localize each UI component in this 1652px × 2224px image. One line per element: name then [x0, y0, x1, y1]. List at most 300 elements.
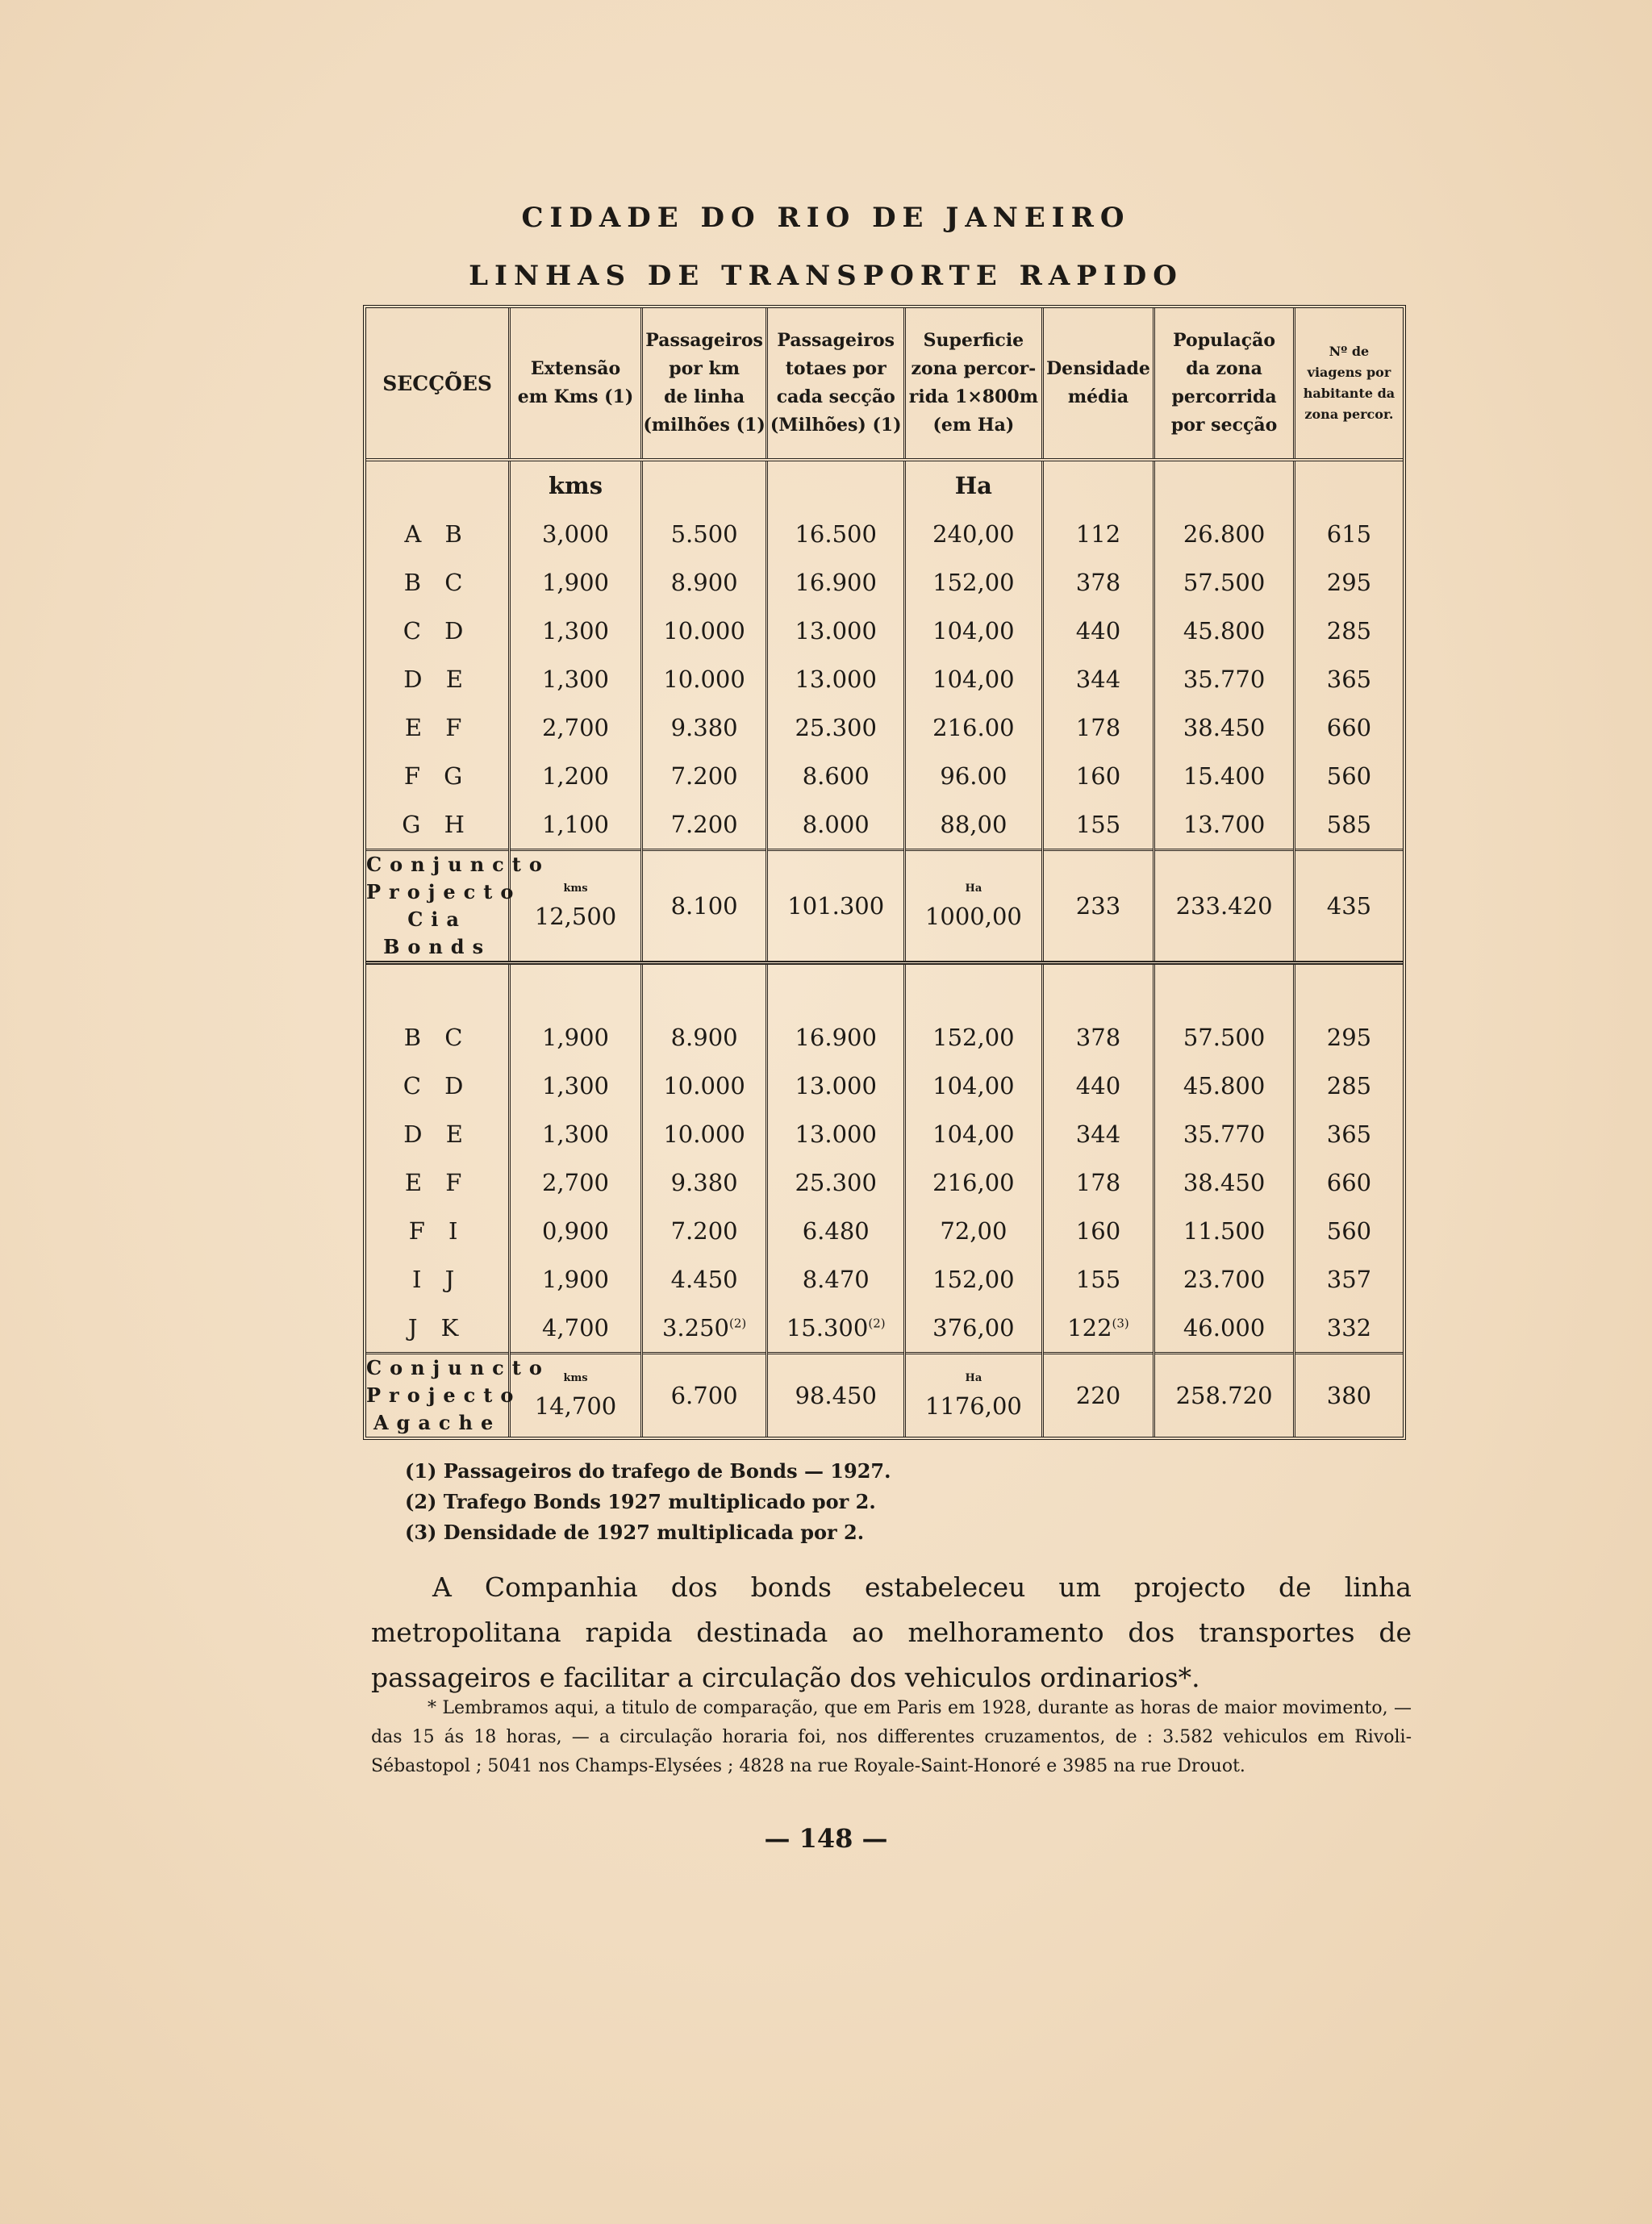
section-cell-value: B C [403, 569, 471, 596]
table-row [366, 1158, 1403, 1207]
unit-label: kms [563, 1371, 588, 1384]
header-line: zona percor. [1304, 407, 1394, 422]
densidade-cell [1042, 1110, 1154, 1158]
passageiros-por-km-cell-value: 10.000 [663, 666, 745, 693]
section-cell [366, 1158, 510, 1207]
unit-cell: kms [510, 460, 642, 510]
superficie-total-cell [905, 1354, 1043, 1437]
spacer-row [366, 963, 1403, 1014]
viagens-cell-value: 295 [1326, 1024, 1372, 1051]
extensao-cell [510, 800, 642, 850]
section-cell [366, 800, 510, 850]
superficie-cell [905, 1158, 1043, 1207]
extensao-cell-value: 1,300 [541, 1072, 610, 1099]
populacao-total-cell [1154, 850, 1295, 963]
densidade-cell-value: 344 [1075, 1120, 1121, 1148]
superficie-cell-value: 216.00 [932, 714, 1015, 741]
superficie-cell [905, 558, 1043, 607]
extensao-cell [510, 1158, 642, 1207]
total-label-cell [366, 850, 550, 963]
header-cell [1154, 308, 1295, 460]
passageiros-totaes-cell-value: 13.000 [795, 617, 877, 645]
header-cell [1294, 308, 1403, 460]
passageiros-totaes-cell-value: 16.900 [795, 1024, 877, 1051]
section-cell-value: F I [408, 1217, 466, 1245]
section-cell-value: B C [403, 1024, 471, 1051]
superficie-cell-value: 152,00 [932, 1024, 1015, 1051]
table-header-row [366, 308, 1403, 460]
section-cell [366, 1304, 510, 1354]
populacao-cell-value: 45.800 [1183, 1072, 1266, 1099]
unit-cell [1042, 460, 1154, 510]
footnote: (2) Trafego Bonds 1927 multiplicado por 2. [405, 1490, 876, 1513]
passageiros-por-km-cell-value: 3.250 [661, 1314, 729, 1341]
passageiros-totaes-cell-value: 13.000 [795, 1120, 877, 1148]
passageiros-por-km-cell [641, 655, 767, 703]
section-cell-value: D E [403, 1120, 471, 1148]
unit-cell [641, 460, 767, 510]
header-line: (Milhões) (1) [770, 415, 902, 436]
populacao-cell-value: 23.700 [1183, 1266, 1266, 1293]
populacao-total-cell [1154, 1354, 1295, 1437]
header-cell [1042, 308, 1154, 460]
extensao-cell [510, 607, 642, 655]
header-line: (em Ha) [932, 415, 1015, 436]
viagens-total-cell [1294, 850, 1403, 963]
viagens-cell [1294, 1255, 1403, 1304]
populacao-cell [1154, 1062, 1295, 1110]
header-line: Extensão [530, 358, 621, 379]
passageiros-por-km-cell-value: 4.450 [670, 1266, 738, 1293]
passageiros-totaes-cell [767, 510, 905, 558]
viagens-cell [1294, 1062, 1403, 1110]
viagens-cell [1294, 655, 1403, 703]
header-line: por km [669, 358, 740, 379]
passageiros-totaes-cell [767, 1013, 905, 1062]
total-row [366, 850, 1403, 963]
populacao-cell-value: 35.770 [1183, 1120, 1266, 1148]
table-row [366, 1255, 1403, 1304]
densidade-total-cell [1042, 1354, 1154, 1437]
header-cell [641, 308, 767, 460]
passageiros-totaes-cell-value: 8.000 [802, 811, 870, 838]
footnote-ref: (2) [729, 1316, 747, 1331]
spacer-cell [1154, 963, 1295, 1014]
extensao-cell [510, 558, 642, 607]
header-cell [510, 308, 642, 460]
superficie-cell-value: 152,00 [932, 1266, 1015, 1293]
passageiros-totaes-cell [767, 655, 905, 703]
section-cell-value: I J [411, 1266, 463, 1293]
passageiros-totaes-cell [767, 800, 905, 850]
extensao-cell-value: 1,900 [541, 1024, 610, 1051]
passageiros-por-km-cell [641, 752, 767, 800]
total-value: 1000,00 [924, 902, 1022, 930]
viagens-cell-value: 295 [1326, 569, 1372, 596]
densidade-cell-value: 160 [1075, 762, 1121, 790]
footnote-ref: (2) [868, 1316, 886, 1331]
populacao-cell [1154, 1158, 1295, 1207]
section-cell-value: E F [404, 1169, 470, 1196]
densidade-cell-value: 155 [1075, 811, 1121, 838]
densidade-cell [1042, 510, 1154, 558]
section-cell [366, 1255, 510, 1304]
section-cell-value: D E [403, 666, 471, 693]
unit-cell [366, 460, 510, 510]
spacer-cell [366, 963, 510, 1014]
passageiros-totaes-cell [767, 1207, 905, 1255]
header-line: Passageiros [645, 330, 763, 351]
populacao-cell [1154, 607, 1295, 655]
populacao-cell [1154, 752, 1295, 800]
passageiros-por-km-cell-value: 10.000 [663, 1120, 745, 1148]
passageiros-totaes-cell [767, 558, 905, 607]
populacao-cell [1154, 558, 1295, 607]
viagens-cell-value: 560 [1326, 1217, 1372, 1245]
extensao-cell [510, 1304, 642, 1354]
spacer-cell [767, 963, 905, 1014]
densidade-cell-value: 440 [1075, 1072, 1121, 1099]
viagens-cell [1294, 1304, 1403, 1354]
section-cell [366, 1062, 510, 1110]
passageiros-por-km-cell-value: 9.380 [670, 1169, 738, 1196]
passageiros-por-km-total-cell [641, 850, 767, 963]
populacao-cell-value: 57.500 [1183, 1024, 1266, 1051]
passageiros-por-km-cell-value: 7.200 [670, 811, 738, 838]
densidade-cell-value: 112 [1075, 520, 1121, 548]
passageiros-por-km-cell [641, 1013, 767, 1062]
header-cell [905, 308, 1043, 460]
extensao-cell [510, 655, 642, 703]
unit-row [366, 460, 1403, 510]
populacao-cell [1154, 1304, 1295, 1354]
section-cell-value: F G [403, 762, 471, 790]
superficie-cell [905, 1255, 1043, 1304]
viagens-cell-value: 357 [1326, 1266, 1372, 1293]
extensao-cell-value: 1,200 [541, 762, 610, 790]
total-label-line: Projecto Cia [366, 880, 522, 931]
superficie-cell-value: 104,00 [932, 617, 1015, 645]
total-value: 380 [1326, 1382, 1372, 1409]
header-cell [767, 308, 905, 460]
total-value: 6.700 [670, 1382, 738, 1409]
passageiros-por-km-cell [641, 607, 767, 655]
densidade-cell [1042, 800, 1154, 850]
passageiros-por-km-cell [641, 510, 767, 558]
viagens-cell-value: 615 [1326, 520, 1372, 548]
table-row [366, 1062, 1403, 1110]
densidade-cell-value: 344 [1075, 666, 1121, 693]
extensao-cell-value: 1,300 [541, 1120, 610, 1148]
densidade-cell [1042, 1255, 1154, 1304]
populacao-cell [1154, 510, 1295, 558]
section-cell [366, 752, 510, 800]
superficie-cell-value: 376,00 [932, 1314, 1015, 1341]
superficie-cell [905, 752, 1043, 800]
total-row [366, 1354, 1403, 1437]
superficie-cell [905, 655, 1043, 703]
superficie-cell-value: 152,00 [932, 569, 1015, 596]
page-number: — 148 — [764, 1823, 888, 1854]
table-row [366, 800, 1403, 850]
populacao-cell-value: 57.500 [1183, 569, 1266, 596]
unit-cell [1154, 460, 1295, 510]
header-line: cada secção [776, 386, 895, 407]
populacao-cell-value: 11.500 [1183, 1217, 1266, 1245]
extensao-cell-value: 1,300 [541, 617, 610, 645]
total-label-line: Bonds [383, 935, 492, 958]
superficie-cell [905, 1110, 1043, 1158]
spacer-cell [1294, 963, 1403, 1014]
passageiros-por-km-cell [641, 703, 767, 752]
total-label-line: Agache [373, 1411, 502, 1434]
superficie-cell [905, 1013, 1043, 1062]
densidade-cell-value: 160 [1075, 1217, 1121, 1245]
densidade-cell [1042, 607, 1154, 655]
superficie-cell-value: 216,00 [932, 1169, 1015, 1196]
superficie-cell [905, 1304, 1043, 1354]
passageiros-por-km-cell [641, 1110, 767, 1158]
densidade-cell-value: 178 [1075, 714, 1121, 741]
header-line: zona percor- [911, 358, 1037, 379]
superficie-cell [905, 703, 1043, 752]
viagens-total-cell [1294, 1354, 1403, 1437]
header-line: totaes por [785, 358, 886, 379]
spacer-cell [641, 963, 767, 1014]
header-cell [366, 308, 510, 460]
densidade-cell [1042, 1013, 1154, 1062]
table-body [366, 460, 1403, 1437]
extensao-cell-value: 1,300 [541, 666, 610, 693]
superficie-cell [905, 800, 1043, 850]
header-line: em Kms (1) [517, 386, 634, 407]
populacao-cell-value: 46.000 [1183, 1314, 1266, 1341]
viagens-cell-value: 560 [1326, 762, 1372, 790]
header-line: média [1067, 386, 1129, 407]
viagens-cell [1294, 800, 1403, 850]
populacao-cell [1154, 1110, 1295, 1158]
passageiros-totaes-cell-value: 6.480 [802, 1217, 870, 1245]
spacer-cell [1042, 963, 1154, 1014]
total-value: 8.100 [670, 892, 738, 920]
passageiros-totaes-cell-value: 15.300 [786, 1314, 869, 1341]
passageiros-totaes-total-cell [767, 1354, 905, 1437]
viagens-cell [1294, 1207, 1403, 1255]
section-cell [366, 1110, 510, 1158]
passageiros-por-km-cell-value: 7.200 [670, 1217, 738, 1245]
passageiros-totaes-cell-value: 16.900 [795, 569, 877, 596]
footnote: (1) Passageiros do trafego de Bonds — 1927. [405, 1459, 891, 1483]
table-row [366, 510, 1403, 558]
extensao-cell [510, 1207, 642, 1255]
table-row [366, 607, 1403, 655]
section-cell [366, 703, 510, 752]
header-line: Nº de [1329, 344, 1370, 359]
populacao-cell-value: 15.400 [1183, 762, 1266, 790]
extensao-cell [510, 703, 642, 752]
populacao-cell-value: 45.800 [1183, 617, 1266, 645]
section-cell [366, 1207, 510, 1255]
densidade-cell-value: 122 [1067, 1314, 1112, 1341]
viagens-cell [1294, 1110, 1403, 1158]
populacao-cell [1154, 1013, 1295, 1062]
table-row [366, 1207, 1403, 1255]
passageiros-por-km-cell [641, 800, 767, 850]
populacao-cell [1154, 703, 1295, 752]
header-line: por secção [1170, 415, 1278, 436]
total-label-cell [366, 1354, 550, 1437]
densidade-cell [1042, 1304, 1154, 1354]
header-line: habitante da [1303, 386, 1395, 401]
total-value: 12,500 [534, 902, 617, 930]
extensao-cell [510, 1110, 642, 1158]
section-cell [366, 1013, 510, 1062]
populacao-cell [1154, 1207, 1295, 1255]
viagens-cell-value: 365 [1326, 1120, 1372, 1148]
superficie-cell-value: 88,00 [940, 811, 1007, 838]
densidade-cell [1042, 1158, 1154, 1207]
total-label-line: Conjuncto [366, 853, 550, 876]
unit-cell [767, 460, 905, 510]
total-value: 435 [1326, 892, 1372, 920]
viagens-cell [1294, 510, 1403, 558]
superficie-cell [905, 607, 1043, 655]
densidade-cell [1042, 703, 1154, 752]
table-row [366, 703, 1403, 752]
total-value: 98.450 [795, 1382, 877, 1409]
header-line: percorrida [1171, 386, 1277, 407]
section-cell-value: C D [403, 617, 472, 645]
viagens-cell [1294, 752, 1403, 800]
passageiros-por-km-cell-value: 7.200 [670, 762, 738, 790]
section-cell-value: E F [404, 714, 470, 741]
total-value: 101.300 [787, 892, 885, 920]
passageiros-por-km-cell-value: 5.500 [670, 520, 738, 548]
passageiros-por-km-cell [641, 1062, 767, 1110]
populacao-cell-value: 26.800 [1183, 520, 1266, 548]
total-value: 14,700 [534, 1392, 617, 1420]
total-label-line: Projecto [366, 1383, 522, 1407]
viagens-cell-value: 660 [1326, 1169, 1372, 1196]
densidade-cell-value: 440 [1075, 617, 1121, 645]
section-cell [366, 558, 510, 607]
extensao-cell-value: 1,900 [541, 569, 610, 596]
passageiros-totaes-cell [767, 1158, 905, 1207]
viagens-cell-value: 585 [1326, 811, 1372, 838]
passageiros-totaes-cell-value: 25.300 [795, 714, 877, 741]
passageiros-totaes-cell-value: 8.470 [802, 1266, 870, 1293]
populacao-cell-value: 38.450 [1183, 714, 1266, 741]
superficie-total-cell [905, 850, 1043, 963]
extensao-cell [510, 752, 642, 800]
header-line: Superficie [923, 330, 1024, 351]
superficie-cell-value: 72,00 [940, 1217, 1007, 1245]
viagens-cell-value: 332 [1326, 1314, 1372, 1341]
total-value: 258.720 [1175, 1382, 1273, 1409]
viagens-cell-value: 285 [1326, 617, 1372, 645]
unit-cell: Ha [905, 460, 1043, 510]
section-cell [366, 607, 510, 655]
viagens-cell [1294, 558, 1403, 607]
header-line: Densidade [1046, 358, 1150, 379]
passageiros-por-km-cell [641, 1304, 767, 1354]
passageiros-totaes-cell-value: 13.000 [795, 666, 877, 693]
header-line: da zona [1186, 358, 1262, 379]
passageiros-por-km-cell [641, 1207, 767, 1255]
section-cell-value: J K [407, 1314, 467, 1341]
passageiros-totaes-cell [767, 752, 905, 800]
extensao-cell-value: 0,900 [541, 1217, 610, 1245]
extensao-cell-value: 2,700 [541, 1169, 610, 1196]
extensao-cell-value: 4,700 [541, 1314, 610, 1341]
passageiros-totaes-cell [767, 1255, 905, 1304]
section-cell-value: A B [404, 520, 470, 548]
densidade-cell-value: 378 [1075, 1024, 1121, 1051]
header-line: (milhões (1) [643, 415, 766, 436]
header-line: Passageiros [777, 330, 895, 351]
densidade-total-cell [1042, 850, 1154, 963]
passageiros-totaes-cell [767, 1062, 905, 1110]
densidade-cell [1042, 1207, 1154, 1255]
superficie-cell [905, 1062, 1043, 1110]
densidade-cell [1042, 558, 1154, 607]
superficie-cell-value: 104,00 [932, 1120, 1015, 1148]
populacao-cell-value: 38.450 [1183, 1169, 1266, 1196]
header-line: de linha [664, 386, 745, 407]
viagens-cell [1294, 607, 1403, 655]
transport-table-frame [363, 305, 1406, 1440]
page-title: CIDADE DO RIO DE JANEIRO [521, 202, 1131, 234]
extensao-cell [510, 1255, 642, 1304]
passageiros-totaes-cell [767, 607, 905, 655]
total-value: 233.420 [1175, 892, 1273, 920]
extensao-cell [510, 1013, 642, 1062]
populacao-cell [1154, 1255, 1295, 1304]
superficie-cell [905, 510, 1043, 558]
header-line: SECÇÕES [382, 371, 492, 395]
section-cell [366, 655, 510, 703]
table-row [366, 1304, 1403, 1354]
passageiros-totaes-cell-value: 13.000 [795, 1072, 877, 1099]
extensao-cell-value: 1,900 [541, 1266, 610, 1293]
passageiros-totaes-cell [767, 1304, 905, 1354]
passageiros-totaes-cell [767, 703, 905, 752]
table-row [366, 655, 1403, 703]
unit-label: kms [563, 882, 588, 895]
passageiros-por-km-cell [641, 558, 767, 607]
passageiros-por-km-cell-value: 10.000 [663, 617, 745, 645]
densidade-cell-value: 178 [1075, 1169, 1121, 1196]
total-value: 220 [1075, 1382, 1121, 1409]
spacer-cell [510, 963, 642, 1014]
footnote: (3) Densidade de 1927 multiplicada por 2. [405, 1521, 865, 1544]
passageiros-por-km-cell-value: 10.000 [663, 1072, 745, 1099]
viagens-cell-value: 365 [1326, 666, 1372, 693]
header-line: População [1173, 330, 1276, 351]
viagens-cell-value: 285 [1326, 1072, 1372, 1099]
extensao-cell-value: 1,100 [541, 811, 610, 838]
viagens-cell [1294, 1013, 1403, 1062]
total-label-line: Conjuncto [366, 1356, 550, 1379]
section-cell-value: G H [402, 811, 473, 838]
body-paragraph: A Companhia dos bonds estabeleceu um projecto de linha metropolitana rapida destinada ao melhoramento dos transportes de passageiros e facilitar a circulação dos vehiculos ordinarios*. [371, 1571, 1412, 1693]
page-subtitle: LINHAS DE TRANSPORTE RAPIDO [469, 260, 1183, 292]
superficie-cell-value: 96.00 [940, 762, 1007, 790]
passageiros-por-km-cell [641, 1158, 767, 1207]
passageiros-totaes-cell [767, 1110, 905, 1158]
superficie-cell-value: 104,00 [932, 1072, 1015, 1099]
extensao-cell-value: 3,000 [541, 520, 610, 548]
